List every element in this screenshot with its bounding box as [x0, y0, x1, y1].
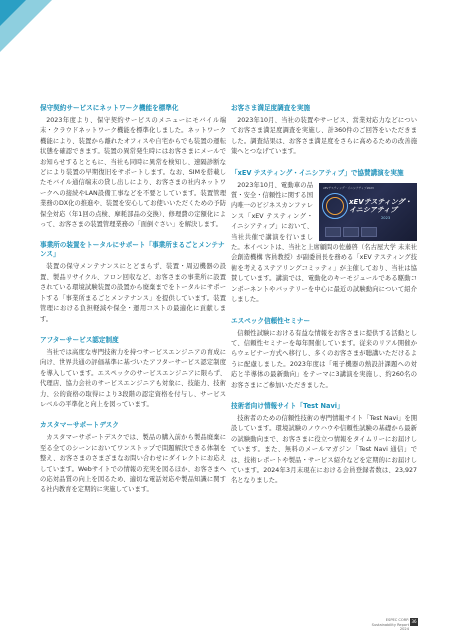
section-total-support: [40, 241, 226, 324]
section-heading: 「xEV テスティング・イニシアティブ」で協賛講演を実施: [231, 168, 404, 177]
section-support-desk: [40, 421, 226, 495]
section-body: カスタマーサポートデスクでは、製品の購入前から製品廃棄に至る全てのシーンにおいてワンストップで問題解決できる体制を整え、お客さまのさまざまなお問い合わせにダイレクトにお応えしています。Webサイトでの情報の充実を図るほか、お客さまへの応対品質の向上を図るため、適切な電話対応や製品知識に関する社内教育を定期的に実施しています。: [40, 434, 226, 494]
banner-logo-chip: [343, 227, 359, 237]
section-heading: 事業所の装置をトータルにサポート「事業所まるごとメンテナンス」: [40, 241, 225, 259]
section-heading: 技術者向け情報サイト「Test Navi」: [231, 401, 344, 410]
left-column: [40, 104, 226, 507]
banner-logo-chip: [361, 227, 377, 237]
section-body: 2023年10月、当社の装置やサービス、営業対応力などについてお客さま満足度調査を実施し、計360件のご回答をいただきました。調査結果は、お客さま満足度をさらに高めるための改善施策へとつなげています。: [231, 117, 417, 156]
section-heading: カスタマーサポートデスク: [40, 421, 119, 430]
banner-title: xEVテスティング・イニシアティブ: [349, 197, 412, 214]
section-maintenance-network: [40, 104, 226, 230]
section-body: 当社では高度な専門技術力を持つサービスエンジニアの育成に向け、世界共通の評価基準に基づいたアフターサービス認定制度を導入しています。エスペックのサービスエンジニアに限らず、代理店、協力会社のサービスエンジニアも対象に、技能力、技術力、公的資格の取得により3段階の認定資格を付与し、サービスレベルの平準化と向上を図っています。: [40, 348, 226, 408]
section-satisfaction-survey: [231, 104, 417, 158]
section-body: 技術者のための信頼性技術の専門情報サイト「Test Navi」を開設しています。環境試験のノウハウや信頼性試験の基礎から最新の試験動向まで、お客さまに役立つ情報をタイムリーにお届けしています。また、無料のメールマガジン「Test Navi 通信」では、技術レポートや製品・サービス紹介などを定期的にお届けしています。2024年3月末現在における会員登録者数は、23,927名となりました。: [231, 414, 417, 485]
section-xev-initiative: [231, 169, 417, 306]
section-heading: お客さま満足度調査を実施: [231, 104, 311, 112]
banner-logo-chip: [325, 227, 341, 237]
section-body-wrap: [231, 181, 417, 306]
section-heading: エスペック信頼性セミナー: [231, 316, 311, 325]
section-body: 装置の保守メンテナンスにとどまらず、装置・周辺機器の設置、製品リサイクル、フロン回収など、お客さまの事業所に設置されている環境試験装置の設置から廃棄までをトータルにサポートする「事業所まるごとメンテナンス」を提供しています。装置管理における負担軽減や保全・運用コストの最適化に貢献します。: [40, 263, 226, 323]
section-heading: アフターサービス認定制度: [40, 335, 119, 344]
section-body: 2023年10月、電動車の品質・安全・信頼性に関する国内唯一のビジネスカンファレンス「xEV テスティング・イニシアティブ」において、当社共催で講演を行いました。本イベントは、当社と上席顧問の佐藤啓（名古屋大学 未来社会創造機構 客員教授）が副委員長を務める「xEV テスティング技術を考えるステアリングコミッティ」が主催しており、当社は協賛しています。講演では、電動化のキーモジュールである駆動コンポーネントやバッテリーを中心に最近の試験動向について紹介しました。: [231, 181, 417, 304]
banner-ring-graphic-inner: [326, 197, 344, 215]
footer-company: ESPEC CORP.: [385, 618, 409, 622]
banner-header: xEVテスティング・イニシアティブ2023: [323, 185, 374, 190]
corner-decoration-inner: [0, 0, 26, 26]
footer-report: Sustainability Report: [371, 622, 409, 627]
section-body: 2023年度より、保守契約サービスのメニューにモバイル端末・クラウドネットワーク機能を標準化しました。ネットワーク機能により、装置から離れたオフィスや自宅からでも装置の運転状態を確認できます。装置の異常発生時にはお客さまにメールでお知らせするとともに、当社も同時に異常を検知し、速隔診断などにより装置の早期復旧をサポートします。なお、SIMを搭載したモバイル通信端末の貸し出しにより、お客さまの社内ネットワークへの接続やLAN設備工事などを不要としています。装置管理業務のDX化の推進や、装置を安心してお使いいただくための予防保全対応（年1回の点検、摩耗部品の交換）、修理費の定額化によって、お客さまの装置管理業務の「面倒ぐさい」を解決します。: [40, 117, 226, 229]
section-certification: [40, 336, 226, 410]
section-heading: 保守契約サービスにネットワーク機能を標準化: [40, 104, 179, 112]
section-body: 信頼性試験における有益な情報をお客さまに提供する活動として、信頼性セミナーを毎年開催しています。従来のリアル開催からウェビナー方式へ移行し、多くのお客さまが聴講いただけるように配慮しました。2023年度は「電子機器の熱設計課題への対応と半導体の最新動向」をテーマに3講演を実施し、約260名のお客さまにご参加いただきました。: [231, 329, 417, 389]
page-number: 36: [411, 619, 417, 624]
footer-year: 2024: [399, 627, 409, 632]
banner-year: 2023: [381, 215, 391, 220]
section-test-navi: [231, 402, 417, 487]
section-reliability-seminar: [231, 317, 417, 391]
xev-event-banner-image: [319, 183, 417, 241]
right-column: [231, 104, 417, 498]
footer-text: [369, 618, 409, 632]
